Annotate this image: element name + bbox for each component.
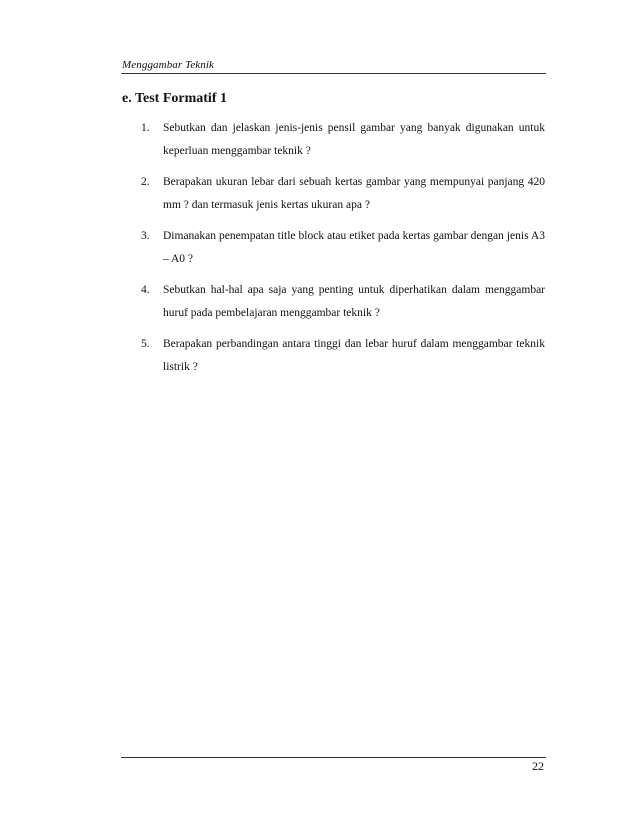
question-item-1 [141, 117, 545, 163]
question-number: 1. [141, 122, 150, 134]
question-number: 4. [141, 284, 150, 296]
question-text: Dimanakan penempatan title block atau etiket pada kertas gambar dengan jenis A3 – A0 ? [163, 230, 545, 265]
question-text: Berapakan ukuran lebar dari sebuah kertas gambar yang mempunyai panjang 420 mm ? dan termasuk jenis kertas ukuran apa ? [163, 176, 545, 211]
question-item-4 [141, 279, 545, 325]
footer-divider [121, 757, 546, 758]
question-list [141, 117, 545, 387]
question-number: 5. [141, 338, 150, 350]
question-text: Sebutkan hal-hal apa saja yang penting untuk diperhatikan dalam menggambar huruf pada pembelajaran menggambar teknik ? [163, 284, 545, 319]
running-header-title: Menggambar Teknik [122, 59, 215, 71]
question-item-5 [141, 333, 545, 379]
question-text: Berapakan perbandingan antara tinggi dan lebar huruf dalam menggambar teknik listrik ? [163, 338, 545, 373]
question-number: 2. [141, 176, 150, 188]
question-item-2 [141, 171, 545, 217]
section-title: e. Test Formatif 1 [122, 91, 227, 106]
question-number: 3. [141, 230, 150, 242]
question-item-3 [141, 225, 545, 271]
question-text: Sebutkan dan jelaskan jenis-jenis pensil gambar yang banyak digunakan untuk keperluan menggambar teknik ? [163, 122, 545, 157]
header-divider [121, 73, 546, 74]
page-number: 22 [532, 759, 544, 773]
